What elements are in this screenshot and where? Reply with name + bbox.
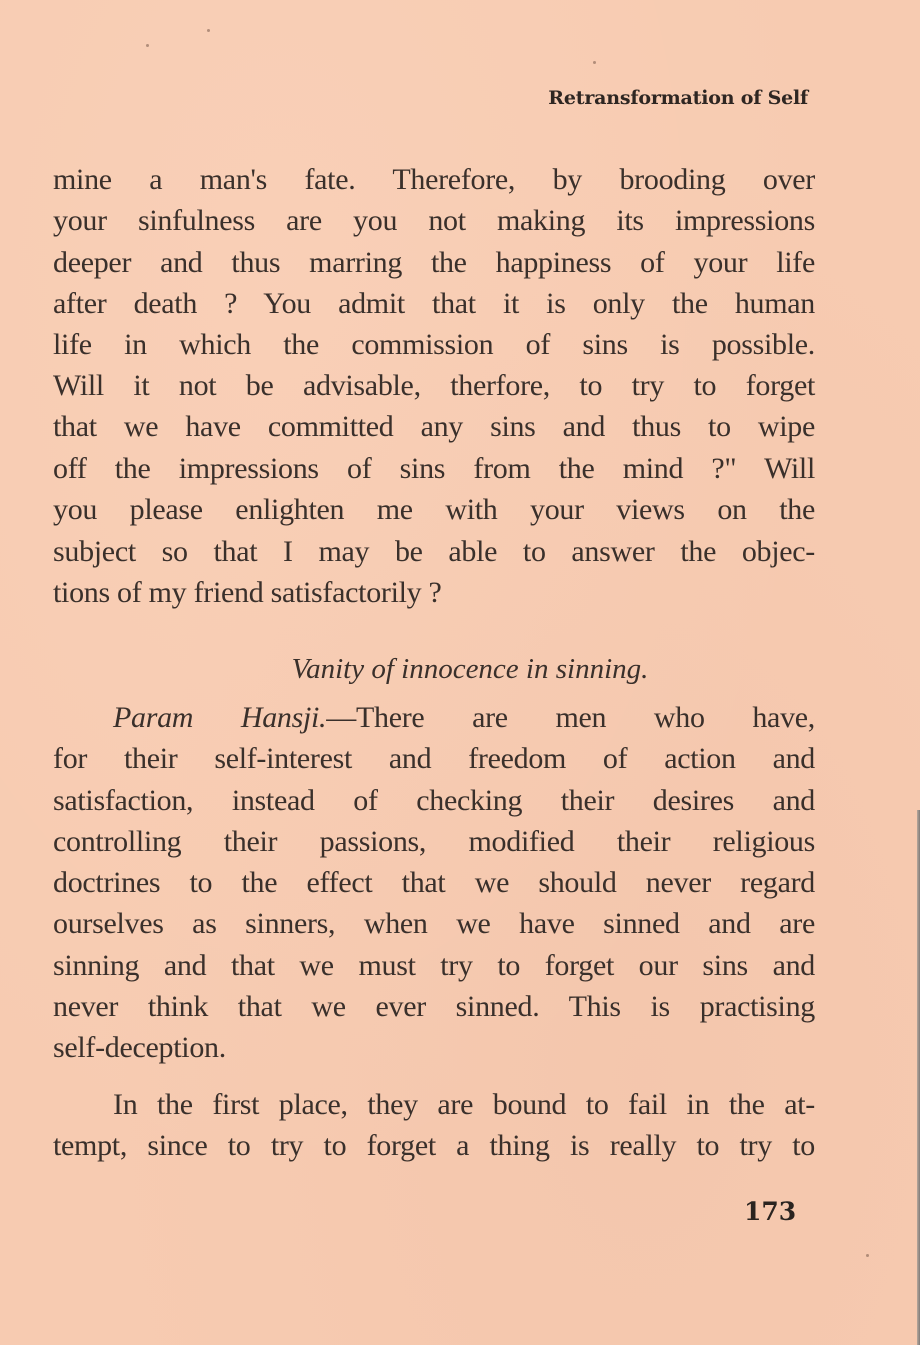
text-line: for their self-interest and freedom of action and bbox=[53, 742, 815, 775]
text-line: Will it not be advisable, therfore, to try to forget bbox=[53, 369, 815, 402]
text-line: after death ? You admit that it is only the human bbox=[53, 287, 815, 320]
text-line: that we have committed any sins and thus to wipe bbox=[53, 410, 815, 443]
text-line: subject so that I may be able to answer the objec- bbox=[53, 535, 815, 568]
text-fragment: —There are men who have, bbox=[326, 701, 815, 734]
paper-speck bbox=[146, 44, 149, 47]
section-subheading: Vanity of innocence in sinning. bbox=[291, 653, 649, 685]
speaker-name: Param Hansji. bbox=[113, 701, 327, 734]
text-line: never think that we ever sinned. This is practising bbox=[53, 990, 815, 1023]
text-line: tempt, since to try to forget a thing is really to try to bbox=[53, 1129, 815, 1162]
text-line: tions of my friend satisfactorily ? bbox=[53, 576, 442, 609]
text-line: In the first place, they are bound to fail in the at- bbox=[113, 1088, 815, 1121]
paper-speck bbox=[207, 29, 210, 32]
text-line-first bbox=[113, 700, 815, 736]
running-head: Retransformation of Self bbox=[548, 87, 808, 109]
paper-speck bbox=[866, 1254, 869, 1257]
text-line: self-deception. bbox=[53, 1031, 226, 1064]
text-line: life in which the commission of sins is possible. bbox=[53, 328, 815, 361]
text-line: ourselves as sinners, when we have sinned and are bbox=[53, 907, 815, 940]
text-line: doctrines to the effect that we should never regard bbox=[53, 866, 815, 899]
text-line: deeper and thus marring the happiness of your life bbox=[53, 246, 815, 279]
text-line: satisfaction, instead of checking their desires and bbox=[53, 784, 815, 817]
text-line: off the impressions of sins from the mind ?" Will bbox=[53, 452, 815, 485]
paper-speck bbox=[593, 61, 596, 64]
text-line: your sinfulness are you not making its impressions bbox=[53, 204, 815, 237]
text-line: mine a man's fate. Therefore, by brooding over bbox=[53, 163, 815, 196]
text-line: controlling their passions, modified their religious bbox=[53, 825, 815, 858]
page-number: 173 bbox=[744, 1197, 797, 1226]
text-line: sinning and that we must try to forget our sins and bbox=[53, 949, 815, 982]
text-line: you please enlighten me with your views on the bbox=[53, 493, 815, 526]
